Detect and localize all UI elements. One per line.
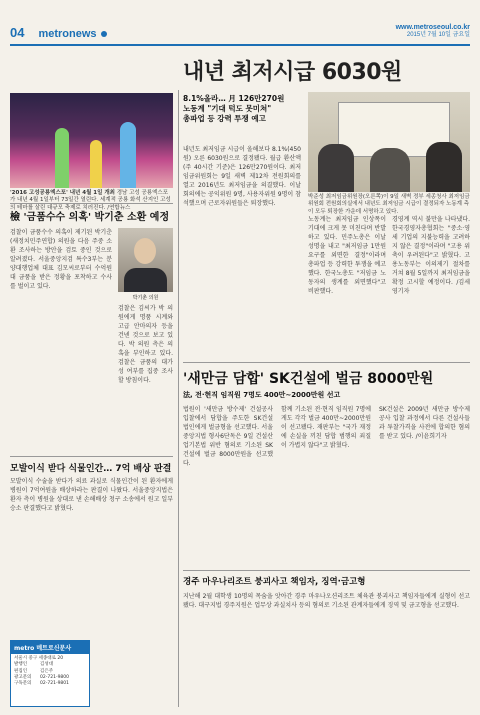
portrait-photo	[118, 228, 173, 292]
sk-body-col1	[183, 405, 273, 565]
sk-subhead: 法, 전·현직 임직원 7명도 400만~2000만원 선고	[183, 391, 341, 399]
info-row: 구독문의 02-721-9801	[14, 681, 70, 687]
festival-caption-body: 경남 고성 공룡엑스포가 내년 4월 1일부터 73일간 열린다. 세계적 공룡 화석 산지인 고성의 테마를 살린 대규모 축제로 치러진다.	[10, 190, 171, 211]
publisher-info-box	[10, 640, 90, 707]
info-row: 발행인 김성대	[14, 662, 54, 668]
main-kicker: 8.1%올라… 月 126만270원 노동계 "기대 턱도 못미쳐" 총파업 등 강력 투쟁 예고	[183, 94, 285, 124]
divider	[178, 90, 179, 707]
festival-caption-title: '2016 고성공룡엑스포' 내년 4월 1일 개최	[10, 190, 115, 196]
sk-body-col2	[281, 405, 371, 565]
section-name: metronews	[38, 28, 97, 40]
portrait-face	[134, 238, 156, 264]
mobile-headline: 모발이식 받다 식물인간… 7억 배상 판결	[10, 464, 172, 474]
portrait-caption: 박기춘 의원	[132, 295, 159, 301]
info-address: 서울시 중구 세종대로 20	[14, 656, 64, 661]
sk-byline: /이윤희기자	[415, 433, 447, 440]
korea-body-text: 검찰이 금품수수 의혹이 제기된 박기춘(새정치민주연합) 의원을 다음 주중 소환 조사하는 방안을 검토 중인 것으로 알려졌다. 서울중앙지검 특수3부는 분양대행업체 대표 김모씨로부터 수억원대 금품을 받은 정황을 포착하고 수사를 벌이고 있다.	[10, 229, 112, 290]
mobile-body	[10, 477, 173, 635]
masthead-left	[10, 25, 107, 40]
info-box-title: metro 메트로신문사	[11, 641, 89, 654]
resort-headline: 경주 마우나리조트 붕괴사고 책임자, 징역·금고형	[183, 577, 366, 587]
korea-body-col2	[118, 304, 173, 450]
light-tower-blue	[120, 122, 136, 188]
sk-body-text: 법원이 '새만금 방수제' 건설공사 입찰에서 담합을 주도한 SK건설 법인에게 벌금형을 선고했다. 서울중앙지법 형사6단독은 9일 건설산업기본법 위반 혐의로 기소된 SK건설에 벌금 8000만원을 선고했다.	[183, 406, 273, 467]
dot-icon	[101, 31, 107, 37]
korea-body-col1	[10, 228, 112, 450]
person-silhouette	[426, 142, 462, 192]
main-headline: 내년 최저시급 6030원	[183, 60, 402, 85]
festival-credit: /연합뉴스	[107, 204, 131, 211]
main-body-col2	[308, 215, 386, 360]
info-row: 편집인 김은주	[14, 668, 54, 674]
main-body-text: 노동계는 최저임금 인상폭이 기대에 크게 못 미친다며 반발하고 있다. 민주노총은 이날 성명을 내고 "최저임금 1만원 요구를 외면한 결정"이라며 총파업 등 강력한 투쟁을 예고했다. 한국노총도 "저임금 노동자의 생계를 외면했다"고 비판했다.	[308, 216, 386, 295]
portrait-body	[124, 268, 167, 292]
masthead	[10, 8, 470, 46]
light-tower-yellow	[90, 140, 102, 188]
sk-body-text: 함께 기소된 전·현직 임직원 7명에게도 각각 벌금 400만~2000만원이 선고됐다. 재판부는 "국가 재정에 손실을 끼친 담합 범행의 죄질이 가볍지 않다"고 밝혔다.	[281, 406, 371, 449]
festival-photo	[10, 93, 173, 188]
light-tower-green	[55, 128, 69, 188]
mobile-body-text: 모발이식 수술을 받다가 의료 과실로 식물인간이 된 환자에게 병원이 7억여원을 배상하라는 판결이 나왔다. 서울중앙지법은 환자 측이 병원을 상대로 낸 손해배상 청구 소송에서 원고 일부 승소 판결했다고 밝혔다.	[10, 478, 173, 512]
main-body-col1	[183, 145, 301, 360]
info-box-body	[11, 654, 89, 689]
resort-body	[183, 592, 470, 707]
main-byline: /김세영기자	[392, 279, 470, 295]
korea-headline: 檢 '금품수수 의혹' 박기춘 소환 예정	[10, 212, 170, 223]
person-silhouette	[370, 148, 410, 192]
divider	[10, 203, 173, 204]
sk-body-col3	[379, 405, 470, 565]
info-row: 광고문의 02-721-9800	[14, 674, 70, 680]
divider	[183, 362, 470, 363]
korea-body-text: 검찰은 김씨가 박 의원에게 명품 시계와 고급 안마의자 등을 건넨 것으로 보고 있다. 박 의원 측은 의혹을 부인하고 있다. 검찰은 금품의 대가성 여부를 집중 조사할 방침이다.	[118, 305, 173, 384]
divider	[183, 570, 470, 571]
sk-headline: '새만금 담합' SK건설에 벌금 8000만원	[183, 371, 434, 387]
person-silhouette	[318, 144, 354, 192]
page-number: 04	[10, 25, 25, 40]
section-title	[38, 28, 106, 40]
issue-date: 2015년 7월 10일 금요일	[406, 32, 470, 39]
resort-body-text: 지난해 2월 대학생 10명의 목숨을 앗아간 경주 마우나오션리조트 체육관 붕괴사고 책임자들에게 실형이 선고됐다. 대구지법 경주지원은 업무상 과실치사 등의 혐의로 기소된 관계자들에게 징역 및 금고형을 선고했다.	[183, 593, 470, 609]
main-body-text: 경영계 역시 불만을 나타냈다. 한국경영자총협회는 "중소·영세 기업의 지불능력을 고려하지 않은 결정"이라며 "고용 위축이 우려된다"고 밝혔다. 고용노동부는 이의제기 절차를 거쳐 8월 5일까지 최저임금을 확정 고시할 예정이다.	[392, 216, 470, 286]
masthead-right	[396, 23, 470, 40]
divider	[10, 456, 173, 457]
main-body-text: 내년도 최저임금 시급이 올해보다 8.1%(450원) 오른 6030원으로 결정됐다. 월급 환산액(주 40시간 기준)은 126만270원이다. 최저임금위원회는 9일 새벽 제12차 전원회의를 열고 2016년도 최저임금을 의결했다. 이날 회의에는 공익위원 9명, 사용자위원 9명이 참석했으며 근로자위원들은 퇴장했다.	[183, 146, 301, 207]
wage-photo-caption: 박준성 최저임금위원장(오른쪽)이 9일 새벽 정부 세종청사 최저임금위원회 전원회의실에서 내년도 최저임금 시급이 결정되자 노동계 측이 모두 퇴장한 가운데 서명하고 있다.	[308, 194, 470, 215]
sk-body-text: SK건설은 2009년 새만금 방수제 공사 입찰 과정에서 다른 건설사들과 투찰가격을 사전에 합의한 혐의를 받고 있다.	[379, 406, 470, 440]
wage-committee-photo	[308, 92, 470, 192]
main-body-col3	[392, 215, 470, 360]
site-url[interactable]: www.metroseoul.co.kr	[395, 24, 470, 32]
